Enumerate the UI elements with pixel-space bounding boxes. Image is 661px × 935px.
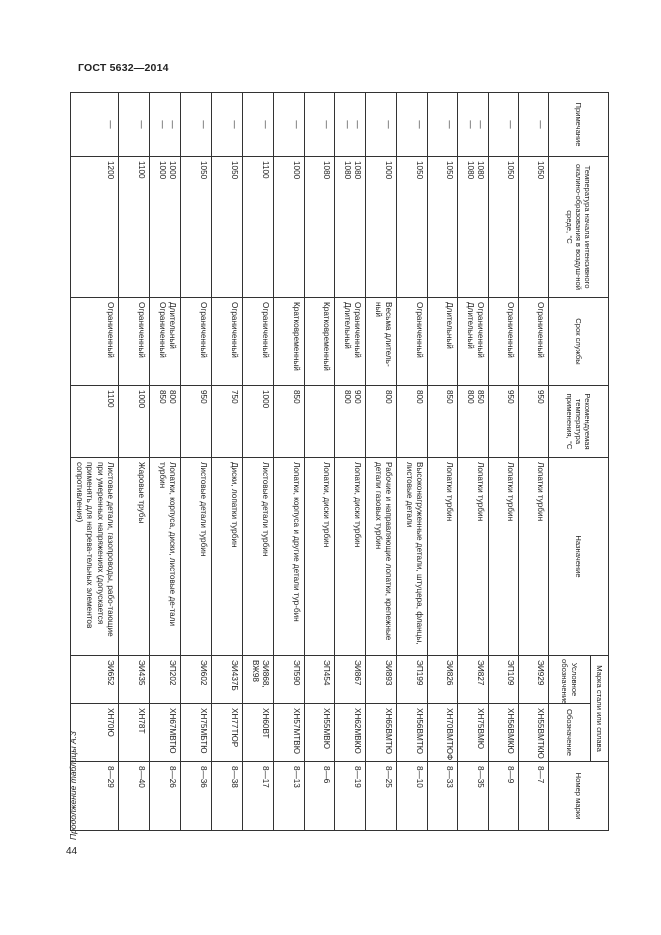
cell-notes — [366, 93, 397, 157]
cell-purpose — [335, 458, 366, 656]
cell-line: ХН67МВТЮ — [168, 708, 177, 754]
header-designation: Обозначение — [549, 704, 591, 762]
table-row — [305, 93, 335, 831]
cell-life — [519, 298, 549, 386]
cell-line: Лопатки турбин — [506, 462, 515, 522]
cell-line: 1050 — [199, 161, 208, 180]
cell-designation — [428, 704, 458, 762]
cell-line: — — [137, 120, 146, 129]
table-row — [150, 93, 181, 831]
cell-line: Диски, лопатки турбин — [230, 462, 239, 548]
cell-designation — [71, 704, 119, 762]
table-row — [335, 93, 366, 831]
cell-line: 1000 — [384, 161, 393, 180]
cell-max-temp — [119, 157, 150, 298]
cell-line: 1050 — [230, 161, 239, 180]
cell-line: Длительный — [445, 302, 454, 349]
cell-conditional — [274, 656, 305, 704]
cell-max-temp — [274, 157, 305, 298]
cell-number — [243, 762, 274, 831]
cell-notes — [335, 93, 366, 157]
cell-line: ХН70Ю — [106, 708, 115, 737]
cell-purpose — [212, 458, 243, 656]
cell-max-temp — [181, 157, 212, 298]
cell-conditional — [119, 656, 150, 704]
cell-line: — — [353, 120, 362, 129]
cell-purpose — [489, 458, 519, 656]
cell-conditional — [397, 656, 428, 704]
table-row — [397, 93, 428, 831]
cell-notes — [274, 93, 305, 157]
cell-line: ЭП199 — [415, 660, 424, 686]
cell-line: Ограниченный — [157, 302, 167, 358]
cell-conditional — [150, 656, 181, 704]
cell-line: Высоконагруженные детали, штуцера, фланцы, листовые детали — [404, 462, 424, 645]
cell-max-temp — [71, 157, 119, 298]
cell-rec-temp — [335, 386, 366, 458]
cell-life — [458, 298, 489, 386]
cell-max-temp — [397, 157, 428, 298]
cell-line: ХН57МТВЮ — [292, 708, 301, 755]
cell-line: 1000 — [292, 161, 301, 180]
cell-line: ЭИ929 — [536, 660, 545, 686]
cell-line: — — [168, 120, 177, 129]
cell-life — [335, 298, 366, 386]
cell-rec-temp — [150, 386, 181, 458]
cell-line: 1050 — [506, 161, 515, 180]
cell-number — [274, 762, 305, 831]
cell-life — [428, 298, 458, 386]
table-row — [428, 93, 458, 831]
cell-line: Лопатки турбин — [476, 462, 485, 522]
cell-purpose — [150, 458, 181, 656]
cell-line: 750 — [230, 390, 239, 404]
table-continuation-caption: Продолжение таблицы А.3 — [68, 731, 78, 840]
cell-designation — [274, 704, 305, 762]
cell-designation — [489, 704, 519, 762]
cell-line: 8—9 — [506, 766, 515, 784]
cell-line: 8—6 — [322, 766, 331, 784]
cell-line: Ограниченный — [476, 302, 485, 358]
cell-line: Кратковременный — [322, 302, 331, 371]
cell-notes — [181, 93, 212, 157]
cell-line: Кратковременный — [292, 302, 301, 371]
cell-number — [397, 762, 428, 831]
header-max-temp: Температура начала интенсивного окалино-образования в воздуш-ной среде, °С — [549, 157, 609, 298]
cell-line: 800 — [168, 390, 177, 404]
cell-number — [150, 762, 181, 831]
cell-life — [71, 298, 119, 386]
cell-max-temp — [243, 157, 274, 298]
cell-line: ЭИ437Б — [230, 660, 239, 691]
cell-line: 8—10 — [415, 766, 424, 788]
cell-line: 8—7 — [536, 766, 545, 784]
cell-conditional — [71, 656, 119, 704]
cell-line: 950 — [506, 390, 515, 404]
cell-line: Листовые детали, газопроводы, рабо-тающие при умеренных напряжениях (допускается применять для нагрева-тельных элементов сопротивления) — [75, 462, 115, 637]
cell-designation — [335, 704, 366, 762]
cell-rec-temp — [212, 386, 243, 458]
cell-line: 1000 — [261, 390, 270, 409]
cell-rec-temp — [181, 386, 212, 458]
cell-line: ЭП454 — [322, 660, 331, 686]
cell-number — [519, 762, 549, 831]
cell-designation — [119, 704, 150, 762]
cell-line: 1080 — [465, 161, 475, 180]
cell-notes — [305, 93, 335, 157]
cell-notes — [243, 93, 274, 157]
cell-line: Лопатки, корпуса, диски, листовые де-тали турбин — [157, 462, 177, 627]
cell-line: 1200 — [106, 161, 115, 180]
cell-line: 1100 — [261, 161, 270, 179]
cell-line: ХН75ВМЮ — [476, 708, 485, 750]
cell-line: — — [506, 120, 515, 129]
cell-max-temp — [305, 157, 335, 298]
cell-designation — [397, 704, 428, 762]
cell-line: 8—35 — [476, 766, 485, 788]
cell-line: 800 — [342, 390, 352, 404]
cell-notes — [397, 93, 428, 157]
table-row — [181, 93, 212, 831]
cell-line: — — [476, 120, 485, 129]
cell-line: — — [230, 120, 239, 129]
cell-conditional — [519, 656, 549, 704]
cell-life — [243, 298, 274, 386]
cell-rec-temp — [71, 386, 119, 458]
cell-line: 8—17 — [261, 766, 270, 788]
table-row — [366, 93, 397, 831]
cell-notes — [458, 93, 489, 157]
cell-purpose — [71, 458, 119, 656]
table-body — [71, 93, 549, 831]
standard-header: ГОСТ 5632—2014 — [78, 62, 169, 74]
header-purpose: Назначение — [549, 458, 609, 656]
cell-line: Ограниченный — [261, 302, 270, 358]
cell-purpose — [458, 458, 489, 656]
cell-line: 800 — [465, 390, 475, 404]
cell-rec-temp — [489, 386, 519, 458]
cell-life — [397, 298, 428, 386]
cell-conditional — [458, 656, 489, 704]
cell-notes — [519, 93, 549, 157]
cell-number — [212, 762, 243, 831]
table-row — [274, 93, 305, 831]
cell-line: 1000 — [157, 161, 167, 180]
cell-max-temp — [150, 157, 181, 298]
cell-designation — [305, 704, 335, 762]
cell-max-temp — [489, 157, 519, 298]
cell-line: — — [261, 120, 270, 129]
cell-line: Лопатки, диски турбин — [322, 462, 331, 548]
cell-life — [366, 298, 397, 386]
cell-line: Рабочие и направляющие лопатки, крепежные детали газовых турбин — [373, 462, 393, 641]
cell-line: ЭИ435 — [137, 660, 146, 686]
cell-line: 850 — [157, 390, 167, 404]
cell-conditional — [366, 656, 397, 704]
cell-conditional — [305, 656, 335, 704]
cell-line: ХН70ВМТЮФ — [445, 708, 454, 761]
table-row — [489, 93, 519, 831]
cell-line: Листовые детали турбин — [199, 462, 208, 557]
cell-line: ХН55МВЮ — [322, 708, 331, 750]
cell-line: Лопатки, диски турбин — [353, 462, 362, 548]
cell-line: Ограниченный — [106, 302, 115, 358]
cell-life — [119, 298, 150, 386]
cell-line: — — [465, 120, 475, 129]
cell-max-temp — [519, 157, 549, 298]
cell-rec-temp — [366, 386, 397, 458]
cell-purpose — [428, 458, 458, 656]
table-row — [119, 93, 150, 831]
cell-max-temp — [335, 157, 366, 298]
cell-line: 1050 — [445, 161, 454, 180]
cell-max-temp — [212, 157, 243, 298]
cell-line: — — [384, 120, 393, 129]
cell-line: 1050 — [415, 161, 424, 180]
cell-conditional — [181, 656, 212, 704]
header-number: Номер марки — [549, 762, 609, 831]
cell-max-temp — [366, 157, 397, 298]
cell-designation — [150, 704, 181, 762]
table-row — [212, 93, 243, 831]
cell-line: ЭП590 — [292, 660, 301, 686]
cell-line: 1080 — [353, 161, 362, 180]
cell-line: 8—36 — [199, 766, 208, 788]
cell-line: — — [342, 120, 352, 129]
cell-line: ХН60ВТ — [261, 708, 270, 739]
cell-rec-temp — [428, 386, 458, 458]
cell-rec-temp — [397, 386, 428, 458]
cell-life — [150, 298, 181, 386]
cell-number — [366, 762, 397, 831]
cell-line: Ограниченный — [199, 302, 208, 358]
cell-line: ХН77ТЮР — [230, 708, 239, 748]
cell-line: 1080 — [476, 161, 485, 180]
cell-line: 800 — [384, 390, 393, 404]
cell-line: 850 — [292, 390, 301, 404]
cell-line: ЭИ602 — [199, 660, 208, 686]
cell-rec-temp — [305, 386, 335, 458]
cell-line: 800 — [415, 390, 424, 404]
cell-line: 850 — [476, 390, 485, 404]
cell-line: Длительный — [465, 302, 475, 349]
cell-designation — [458, 704, 489, 762]
cell-max-temp — [458, 157, 489, 298]
cell-purpose — [274, 458, 305, 656]
cell-life — [489, 298, 519, 386]
cell-line: 8—40 — [137, 766, 146, 788]
table-row — [71, 93, 119, 831]
cell-life — [305, 298, 335, 386]
cell-line: Лопатки турбин — [536, 462, 545, 522]
table-row — [458, 93, 489, 831]
cell-line: 1050 — [536, 161, 545, 180]
cell-line: ЭИ827 — [476, 660, 485, 686]
cell-notes — [212, 93, 243, 157]
cell-line: Ограниченный — [506, 302, 515, 358]
cell-line: ХН75МБТЮ — [199, 708, 208, 754]
cell-line: 8—26 — [168, 766, 177, 788]
cell-number — [458, 762, 489, 831]
cell-line: 1000 — [168, 161, 177, 180]
cell-line: ЭИ893 — [384, 660, 393, 686]
cell-line: Лопатки, корпуса и другие детали тур-бин — [292, 462, 301, 622]
cell-notes — [150, 93, 181, 157]
cell-line: Весьма длитель-ный — [373, 302, 393, 367]
cell-rec-temp — [519, 386, 549, 458]
cell-rec-temp — [274, 386, 305, 458]
header-grade-group: Марка стали или сплава — [591, 656, 609, 762]
cell-line: 950 — [199, 390, 208, 404]
cell-line: ЭП109 — [506, 660, 515, 686]
cell-line: Длительный — [168, 302, 177, 349]
cell-line: Ограниченный — [353, 302, 362, 358]
header-notes: Примечание — [549, 93, 609, 157]
cell-line: 8—33 — [445, 766, 454, 788]
cell-line: Ограниченный — [415, 302, 424, 358]
cell-max-temp — [428, 157, 458, 298]
cell-line: Листовые детали турбин — [261, 462, 270, 557]
cell-line: 1080 — [322, 161, 331, 180]
cell-line: ЭИ868, ВЖ98 — [250, 660, 270, 688]
cell-purpose — [397, 458, 428, 656]
cell-conditional — [335, 656, 366, 704]
cell-purpose — [366, 458, 397, 656]
cell-line: ХН55ВМТКЮ — [536, 708, 545, 759]
cell-line: Ограниченный — [230, 302, 239, 358]
cell-designation — [212, 704, 243, 762]
table-row — [243, 93, 274, 831]
cell-number — [305, 762, 335, 831]
cell-life — [274, 298, 305, 386]
cell-life — [212, 298, 243, 386]
cell-conditional — [428, 656, 458, 704]
cell-line: 1000 — [137, 390, 146, 409]
cell-line: ЭИ826 — [445, 660, 454, 686]
cell-line: ХН78Т — [137, 708, 146, 734]
cell-number — [489, 762, 519, 831]
cell-line: — — [292, 120, 301, 129]
cell-line: ЭИ867 — [353, 660, 362, 686]
cell-line: 850 — [445, 390, 454, 404]
cell-line: 950 — [536, 390, 545, 404]
cell-line: — — [445, 120, 454, 129]
cell-purpose — [119, 458, 150, 656]
cell-line: 8—25 — [384, 766, 393, 788]
header-rec-temp: Рекомендуемая температура применения, °С — [549, 386, 609, 458]
cell-line: 1100 — [106, 390, 115, 408]
cell-rec-temp — [243, 386, 274, 458]
cell-purpose — [243, 458, 274, 656]
cell-notes — [489, 93, 519, 157]
cell-line: 8—29 — [106, 766, 115, 788]
cell-line: ХН65ВМТЮ — [384, 708, 393, 755]
cell-purpose — [519, 458, 549, 656]
cell-line: — — [415, 120, 424, 129]
cell-conditional — [212, 656, 243, 704]
cell-designation — [519, 704, 549, 762]
steel-grades-table — [75, 92, 609, 830]
cell-designation — [243, 704, 274, 762]
cell-line: — — [157, 120, 167, 129]
cell-notes — [119, 93, 150, 157]
cell-rec-temp — [119, 386, 150, 458]
cell-line: Ограниченный — [137, 302, 146, 358]
cell-line: 8—19 — [353, 766, 362, 788]
cell-line: — — [106, 120, 115, 129]
cell-line: ХН56ВМКЮ — [506, 708, 515, 754]
cell-line: — — [322, 120, 331, 129]
cell-notes — [428, 93, 458, 157]
cell-line: Длительный — [342, 302, 352, 349]
cell-rec-temp — [458, 386, 489, 458]
cell-line: ХН62МВКЮ — [353, 708, 362, 754]
cell-number — [335, 762, 366, 831]
cell-line: 8—13 — [292, 766, 301, 788]
cell-purpose — [305, 458, 335, 656]
table-row — [519, 93, 549, 831]
cell-purpose — [181, 458, 212, 656]
cell-line: Ограниченный — [536, 302, 545, 358]
cell-line: Жаровые трубы — [137, 462, 146, 524]
cell-line: 1100 — [137, 161, 146, 179]
cell-designation — [181, 704, 212, 762]
cell-line: — — [199, 120, 208, 129]
cell-conditional — [243, 656, 274, 704]
cell-number — [71, 762, 119, 831]
cell-designation — [366, 704, 397, 762]
cell-line: Лопатки турбин — [445, 462, 454, 522]
cell-number — [181, 762, 212, 831]
cell-line: 900 — [353, 390, 362, 404]
cell-line: ЭП202 — [168, 660, 177, 686]
cell-line: ЭИ652 — [106, 660, 115, 686]
header-life: Срок службы — [549, 298, 609, 386]
cell-line: 8—38 — [230, 766, 239, 788]
header-conditional: Условное обозначение — [549, 656, 591, 704]
cell-line: 1080 — [342, 161, 352, 180]
cell-line: — — [536, 120, 545, 129]
cell-life — [181, 298, 212, 386]
page-number: 44 — [66, 846, 78, 857]
cell-number — [428, 762, 458, 831]
cell-conditional — [489, 656, 519, 704]
cell-notes — [71, 93, 119, 157]
cell-line: ХН56ВМТЮ — [415, 708, 424, 755]
cell-number — [119, 762, 150, 831]
